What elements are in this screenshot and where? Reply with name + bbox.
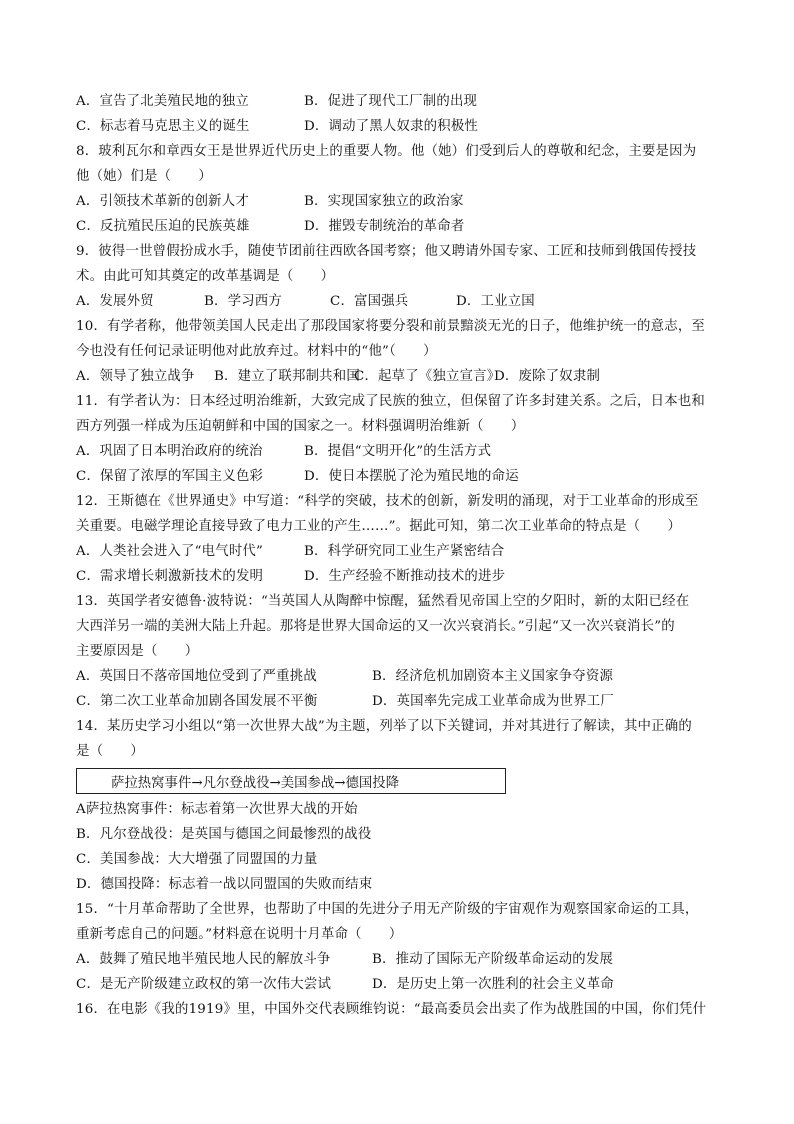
answer-option[interactable]: C．需求增长刺激新技术的发明	[76, 569, 264, 584]
question-text-line: 16．在电影《我的1919》里，中国外交代表顾维钧说：“最高委员会出卖了作为战胜国的中国，你们凭什	[76, 1002, 707, 1017]
answer-option[interactable]: B．推动了国际无产阶级革命运动的发展	[372, 952, 614, 967]
question-text-line: 11．有学者认为：日本经过明治维新，大致完成了民族的独立，但保留了许多封建关系。之后，日本也和	[76, 394, 706, 409]
question-text-line: 9．彼得一世曾假扮成水手，随使节团前往西欧各国考察；他又聘请外国专家、工匠和技师到俄国传授技	[76, 244, 697, 259]
question-text-line: 是（ ）	[76, 744, 144, 759]
question-text-line: 10．有学者称，他带领美国人民走出了那段国家将要分裂和前景黯淡无光的日子，他维护统一的意志，至	[76, 319, 706, 334]
answer-option[interactable]: D．英国率先完成工业革命成为世界工厂	[372, 694, 614, 709]
answer-option[interactable]: A．英国日不落帝国地位受到了严重挑战	[76, 669, 317, 684]
question-text-line: 西方列强一样成为压迫朝鲜和中国的国家之一。材料强调明治维新（ ）	[76, 419, 525, 434]
question-text-line: 术。由此可知其奠定的改革基调是（ ）	[76, 269, 335, 284]
question-text-line: 15．“十月革命帮助了全世界，也帮助了中国的先进分子用无产阶级的宇宙观作为观察国家命运的工具，	[76, 902, 699, 917]
answer-option[interactable]: B．经济危机加剧资本主义国家争夺资源	[372, 669, 614, 684]
answer-option[interactable]: C．反抗殖民压迫的民族英雄	[76, 219, 250, 234]
answer-option[interactable]: D．摧毁专制统治的革命者	[304, 219, 465, 234]
answer-option[interactable]: D．生产经验不断推动技术的进步	[304, 569, 506, 584]
answer-option[interactable]: A．发展外贸	[76, 294, 154, 309]
answer-option[interactable]: D．调动了黑人奴隶的积极性	[304, 119, 479, 134]
answer-option[interactable]: C．起草了《独立宣言》	[354, 369, 501, 384]
answer-option[interactable]: A．宣告了北美殖民地的独立	[76, 94, 249, 109]
answer-option[interactable]: A．人类社会进入了“电气时代”	[76, 544, 264, 559]
answer-option[interactable]: A．鼓舞了殖民地半殖民地人民的解放斗争	[76, 952, 331, 967]
answer-option[interactable]: B．建立了联邦制共和国	[214, 369, 360, 384]
answer-option[interactable]: C．富国强兵	[330, 294, 409, 309]
question-text-line: D．德国投降：标志着一战以同盟国的失败而结束	[76, 877, 373, 892]
answer-option[interactable]: B．科学研究同工业生产紧密结合	[304, 544, 505, 559]
answer-option[interactable]: C．第二次工业革命加剧各国发展不平衡	[76, 694, 318, 709]
answer-option[interactable]: A．领导了独立战争	[76, 369, 195, 384]
answer-option[interactable]: D．废除了奴隶制	[494, 369, 601, 384]
keyword-chain-box	[76, 768, 506, 794]
question-text-line: 他（她）们是（ ）	[76, 169, 212, 184]
question-text-line: 主要原因是（ ）	[76, 644, 199, 659]
answer-option[interactable]: D．使日本摆脱了沦为殖民地的命运	[304, 469, 519, 484]
answer-option[interactable]: B．实现国家独立的政治家	[304, 194, 464, 209]
answer-option[interactable]: C．保留了浓厚的军国主义色彩	[76, 469, 264, 484]
answer-option[interactable]: C．是无产阶级建立政权的第一次伟大尝试	[76, 977, 332, 992]
question-text-line: 13．英国学者安德鲁·波特说：“当英国人从陶醉中惊醒，猛然看见帝国上空的夕阳时，新的太阳已经在	[76, 594, 690, 609]
question-text-line: 14．某历史学习小组以“第一次世界大战”为主题，列举了以下关键词，并对其进行了解读，其中正确的	[76, 719, 692, 734]
question-text-line: 重新考虑自己的问题。”材料意在说明十月革命（ ）	[76, 927, 403, 942]
answer-option[interactable]: C．标志着马克思主义的诞生	[76, 119, 250, 134]
question-text-line: 12．王斯德在《世界通史》中写道：“科学的突破，技术的创新，新发明的涌现，对于工业革命的形成至	[76, 494, 699, 509]
question-text-line: 今也没有任何记录证明他对此放弃过。材料中的“他”（ ）	[76, 344, 437, 359]
answer-option[interactable]: A．巩固了日本明治政府的统治	[76, 444, 263, 459]
question-text-line: A萨拉热窝事件：标志着第一次世界大战的开始	[76, 802, 358, 817]
answer-option[interactable]: B．学习西方	[204, 294, 282, 309]
question-text-line: C．美国参战：大大增强了同盟国的力量	[76, 852, 318, 867]
answer-option[interactable]: B．促进了现代工厂制的出现	[304, 94, 478, 109]
answer-option[interactable]: A．引领技术革新的创新人才	[76, 194, 249, 209]
answer-option[interactable]: B．提倡“文明开化”的生活方式	[304, 444, 492, 459]
answer-option[interactable]: D．工业立国	[456, 294, 535, 309]
answer-option[interactable]: D．是历史上第一次胜利的社会主义革命	[372, 977, 614, 992]
question-text-line: 大西洋另一端的美洲大陆上升起。那将是世界大国命运的又一次兴衰消长。”引起“又一次兴衰消长”的	[76, 619, 675, 634]
question-text-line: 8．玻利瓦尔和章西女王是世界近代历史上的重要人物。他（她）们受到后人的尊敬和纪念，主要是因为	[76, 144, 697, 159]
question-text-line: B．凡尔登战役：是英国与德国之间最惨烈的战役	[76, 827, 372, 842]
question-text-line: 关重要。电磁学理论直接导致了电力工业的产生……”。据此可知，第二次工业革命的特点是（ ）	[76, 519, 682, 534]
keyword-chain-text: 萨拉热窝事件→凡尔登战役→美国参战→德国投降	[111, 776, 400, 791]
